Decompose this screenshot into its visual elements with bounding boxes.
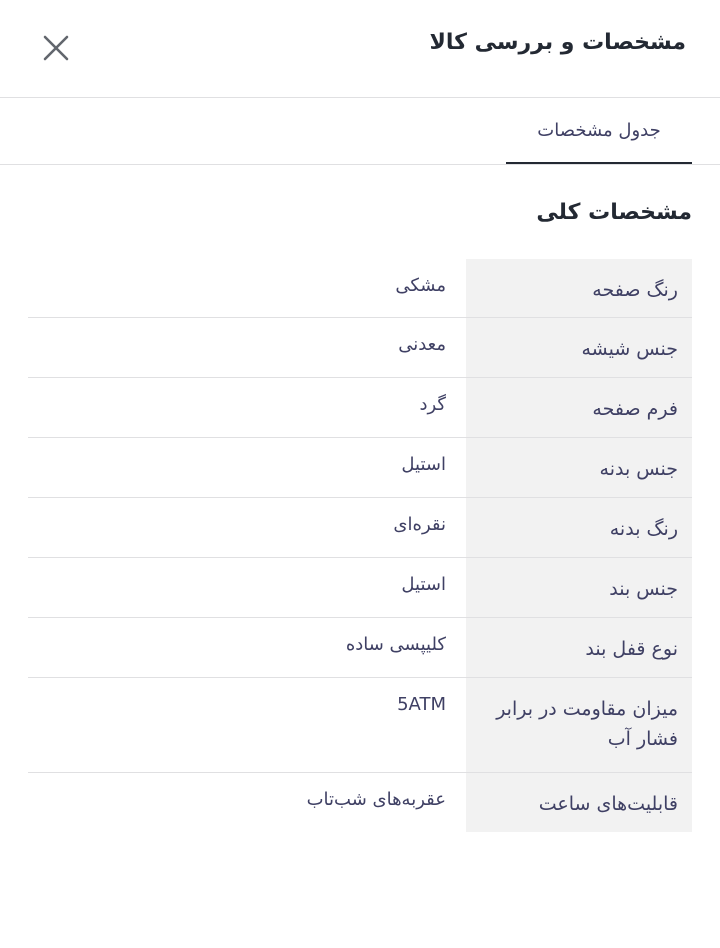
spec-value: عقربه‌های شب‌تاب	[306, 789, 446, 810]
spec-row	[28, 773, 692, 832]
spec-key: میزان مقاومت در برابر فشار آب	[466, 678, 692, 772]
spec-value: نقره‌ای	[393, 514, 446, 535]
spec-key: نوع قفل بند	[466, 618, 692, 677]
tab-specifications-table[interactable]: جدول مشخصات	[506, 98, 692, 164]
section-title: مشخصات کلی	[536, 200, 692, 225]
spec-value: استیل	[401, 574, 446, 595]
spec-row	[28, 498, 692, 558]
spec-value: کلیپسی ساده	[345, 634, 446, 655]
close-icon	[38, 30, 74, 66]
spec-key: جنس شیشه	[466, 318, 692, 377]
spec-key: جنس بدنه	[466, 438, 692, 497]
spec-value: مشکی	[395, 275, 446, 296]
spec-row	[28, 618, 692, 678]
spec-key: رنگ بدنه	[466, 498, 692, 557]
spec-row	[28, 259, 692, 318]
spec-table	[28, 259, 692, 832]
spec-key: رنگ صفحه	[466, 259, 692, 317]
spec-row	[28, 438, 692, 498]
close-button[interactable]	[38, 30, 74, 66]
modal-header	[0, 0, 720, 98]
spec-value: استیل	[401, 454, 446, 475]
spec-row	[28, 558, 692, 618]
spec-value: 5ATM	[397, 694, 446, 715]
spec-row	[28, 318, 692, 378]
modal-title: مشخصات و بررسی کالا	[429, 30, 686, 55]
tab-bar	[0, 98, 720, 165]
spec-key: قابلیت‌های ساعت	[466, 773, 692, 832]
spec-row	[28, 378, 692, 438]
spec-key: فرم صفحه	[466, 378, 692, 437]
spec-key: جنس بند	[466, 558, 692, 617]
spec-value: معدنی	[398, 334, 446, 355]
spec-value: گرد	[419, 394, 446, 415]
spec-row	[28, 678, 692, 773]
